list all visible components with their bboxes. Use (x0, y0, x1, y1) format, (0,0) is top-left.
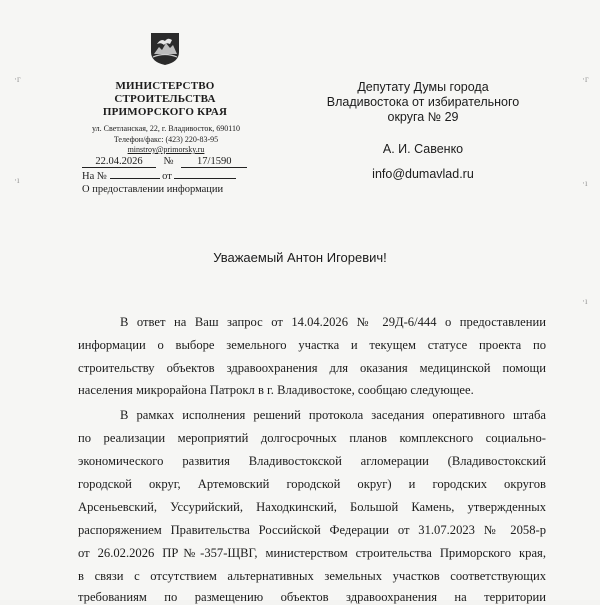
body-line: по реализации мероприятий долгосрочных планов комплексного социально- (78, 431, 546, 445)
body-line: Арсеньевский, Уссурийский, Находкинский, Большой Камень, утвержденных (78, 500, 546, 514)
salutation: Уважаемый Антон Игоревич! (213, 250, 387, 265)
ministry-email: minstroy@primorsky.ru (127, 145, 205, 154)
body-line: населения микрорайона Патрокл в г. Владивостоке, сообщаю следующее. (78, 383, 474, 397)
body-line: информации о выборе земельного участка и текущем статусе проекта по (78, 338, 546, 352)
reference-date-blank (174, 178, 236, 179)
body-line: требованиям по размещению объектов здравоохранения на территории (78, 590, 546, 604)
ministry-phone: Телефон/факс: (423) 220-83-95 (113, 134, 219, 144)
addressee-block (318, 80, 528, 125)
reference-line (82, 171, 236, 182)
addressee-name: А. И. Савенко (382, 142, 464, 156)
body-line: от 26.02.2026 ПР№-357-ЩВГ, министерством строительства Приморского края, (78, 546, 546, 560)
coat-of-arms-icon (150, 32, 180, 66)
addressee-line: Депутату Думы города (357, 80, 489, 94)
body-line: В рамках исполнения решений протокола заседания оперативного штаба (120, 408, 546, 422)
registration-number: 17/1590 (181, 156, 247, 168)
scan-edge-mark: ·ı (582, 178, 588, 188)
addressee-email: info@dumavlad.ru (372, 167, 474, 181)
body-line: экономического развития Владивостокской агломерации (Владивостокский (78, 454, 546, 468)
ministry-name-line: МИНИСТЕРСТВО (115, 80, 215, 92)
ministry-contacts (86, 124, 246, 156)
scan-edge-mark: ·г (14, 74, 21, 84)
scan-edge-mark: ·г (582, 74, 589, 84)
ministry-name-line: СТРОИТЕЛЬСТВА (114, 93, 216, 105)
addressee-line: Владивостока от избирательного (326, 95, 520, 109)
reference-label: На № (82, 171, 107, 182)
ministry-name-line: ПРИМОРСКОГО КРАЯ (102, 106, 228, 118)
body-line: В ответ на Ваш запрос от 14.04.2026 № 29Д-6/444 о предоставлении (120, 315, 546, 329)
body-line: городской округ, Артемовский городской округ) и городских округов (78, 477, 546, 491)
addressee-line: округа № 29 (387, 110, 459, 124)
ministry-address: ул. Светланская, 22, г. Владивосток, 690110 (92, 124, 240, 133)
reference-number-blank (110, 178, 160, 179)
scan-edge-mark: ·ı (582, 296, 588, 306)
registration-line (82, 156, 247, 168)
scan-edge-mark: ·ı (14, 175, 20, 185)
registration-number-label: № (163, 156, 174, 167)
reference-from-label: от (162, 171, 172, 182)
body-line: распоряжением Правительства Российской Федерации от 31.07.2023 № 2058-р (78, 523, 546, 537)
registration-date: 22.04.2026 (82, 156, 156, 168)
body-line: строительству объектов здравоохранения для оказания медицинской помощи (78, 361, 546, 375)
letter-subject: О предоставлении информации (82, 184, 224, 195)
body-line: в связи с отсутствием альтернативных земельных участков соответствующих (78, 569, 546, 583)
ministry-name (98, 80, 232, 119)
